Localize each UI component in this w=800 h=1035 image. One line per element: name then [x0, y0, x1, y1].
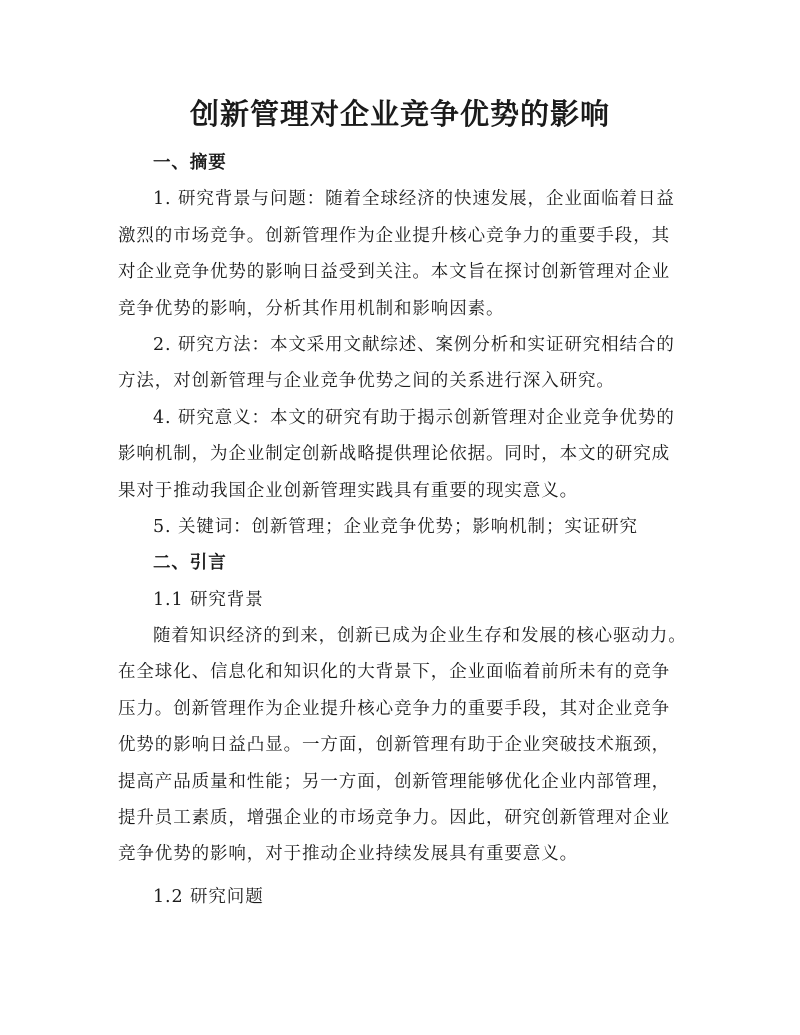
abstract-heading: 一、摘要 — [153, 153, 227, 173]
paragraph-line: 竞争优势的影响，对于推动企业持续发展具有重要意义。 — [118, 844, 578, 865]
subsection-heading-background: 1.1 研究背景 — [153, 589, 264, 610]
paragraph-line: 5. 关键词：创新管理；企业竞争优势；影响机制；实证研究 — [153, 516, 638, 537]
abstract-paragraph-keywords — [118, 509, 683, 545]
paragraph-line: 随着知识经济的到来，创新已成为企业生存和发展的核心驱动力。 — [153, 626, 687, 647]
document-title: 创新管理对企业竞争优势的影响 — [189, 97, 610, 131]
paragraph-line: 2. 研究方法：本文采用文献综述、案例分析和实证研究相结合的 — [153, 334, 675, 355]
paragraph-line: 在全球化、信息化和知识化的大背景下，企业面临着前所未有的竞争 — [118, 662, 670, 683]
abstract-paragraph-method — [118, 327, 683, 400]
intro-paragraph-background — [118, 618, 687, 873]
paragraph-line: 竞争优势的影响，分析其作用机制和影响因素。 — [118, 298, 505, 319]
intro-heading: 二、引言 — [153, 553, 227, 574]
subsection-heading-questions: 1.2 研究问题 — [153, 886, 264, 907]
paragraph-line: 压力。创新管理作为企业提升核心竞争力的重要手段，其对企业竞争 — [118, 698, 670, 719]
paragraph-line: 优势的影响日益凸显。一方面，创新管理有助于企业突破技术瓶颈， — [118, 735, 670, 756]
paragraph-line: 提高产品质量和性能；另一方面，创新管理能够优化企业内部管理， — [118, 771, 670, 792]
abstract-paragraph-background — [118, 181, 683, 327]
abstract-paragraph-significance — [118, 400, 683, 509]
paragraph-line: 激烈的市场竞争。创新管理作为企业提升核心竞争力的重要手段，其 — [118, 225, 670, 246]
paragraph-line: 方法，对创新管理与企业竞争优势之间的关系进行深入研究。 — [118, 371, 615, 392]
paragraph-line: 对企业竞争优势的影响日益受到关注。本文旨在探讨创新管理对企业 — [118, 262, 670, 283]
paragraph-line: 提升员工素质，增强企业的市场竞争力。因此，研究创新管理对企业 — [118, 808, 670, 829]
paragraph-line: 果对于推动我国企业创新管理实践具有重要的现实意义。 — [118, 480, 578, 501]
document-body — [118, 145, 687, 915]
paragraph-line: 1. 研究背景与问题：随着全球经济的快速发展，企业面临着日益 — [153, 189, 675, 210]
paragraph-line: 4. 研究意义：本文的研究有助于揭示创新管理对企业竞争优势的 — [153, 407, 675, 428]
paragraph-line: 影响机制，为企业制定创新战略提供理论依据。同时，本文的研究成 — [118, 444, 670, 465]
